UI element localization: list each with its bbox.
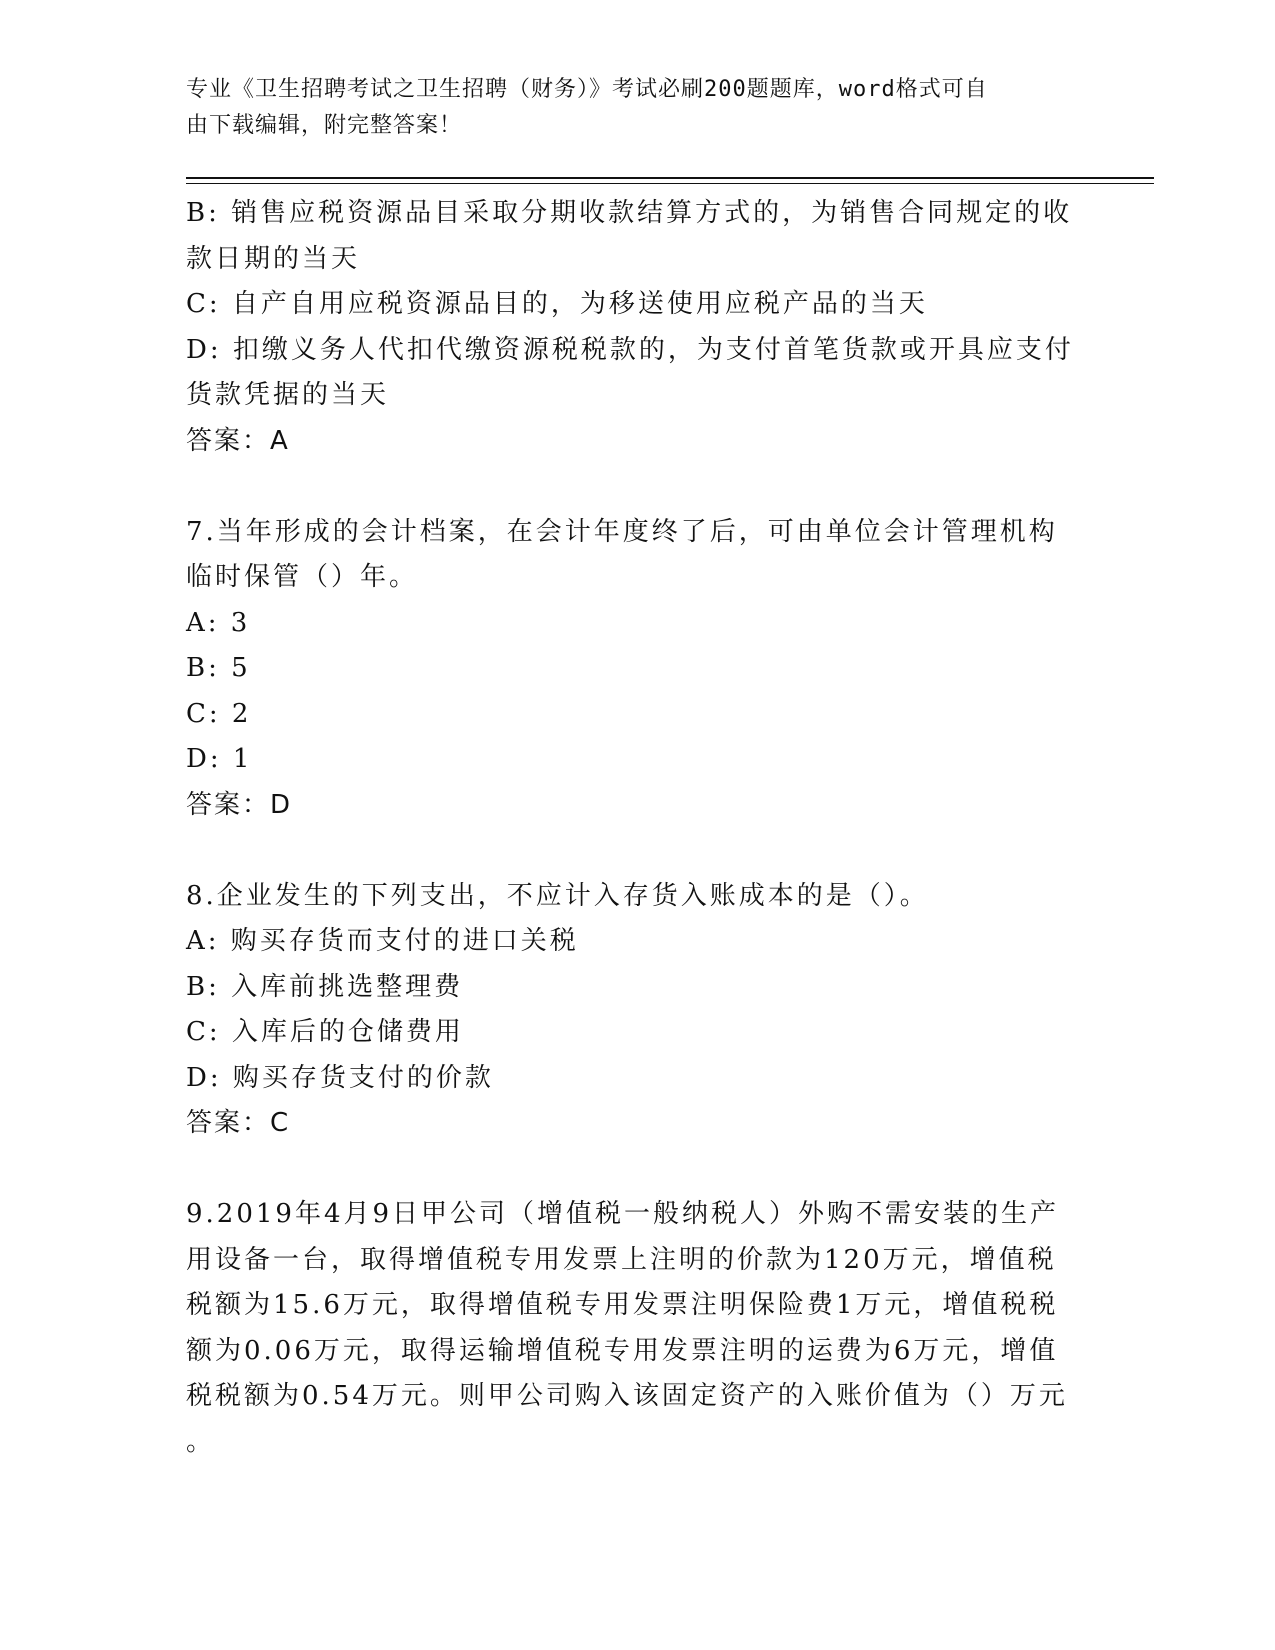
header-line-1: 专业《卫生招聘考试之卫生招聘（财务）》考试必刷200题题库，word格式可自 bbox=[186, 77, 988, 102]
q9-stem-line-2: 用设备一台，取得增值税专用发票上注明的价款为120万元，增值税 bbox=[186, 1244, 1057, 1275]
q6-option-d-line-2: 货款凭据的当天 bbox=[186, 380, 390, 410]
q9-stem-line-4: 额为0.06万元，取得运输增值税专用发票注明的运费为6万元，增值 bbox=[186, 1335, 1059, 1366]
q9-stem-line-3: 税额为15.6万元，取得增值税专用发票注明保险费1万元，增值税税 bbox=[186, 1290, 1059, 1320]
q6-option-d-line-1: D: 扣缴义务人代扣代缴资源税税款的，为支付首笔货款或开具应支付 bbox=[186, 334, 1074, 365]
q8-answer: 答案：C bbox=[186, 1108, 291, 1138]
spacer bbox=[186, 1147, 1086, 1193]
q7-stem-line-2: 临时保管（）年。 bbox=[186, 562, 419, 592]
q7-option-c: C: 2 bbox=[186, 698, 252, 729]
q6-option-b-line-2: 款日期的当天 bbox=[186, 243, 361, 274]
question-8 bbox=[186, 874, 1086, 1147]
q7-stem-line-1: 7.当年形成的会计档案，在会计年度终了后，可由单位会计管理机构 bbox=[186, 516, 1058, 547]
q7-option-b: B: 5 bbox=[186, 653, 251, 683]
q8-stem: 8.企业发生的下列支出，不应计入存货入账成本的是（）。 bbox=[186, 880, 929, 911]
q8-option-a: A: 购买存货而支付的进口关税 bbox=[186, 926, 579, 956]
spacer bbox=[186, 464, 1086, 510]
q6-answer: 答案：A bbox=[186, 425, 290, 456]
question-7 bbox=[186, 510, 1086, 829]
header-rule-thin bbox=[186, 183, 1154, 184]
q7-option-a: A: 3 bbox=[186, 607, 251, 638]
page-header bbox=[186, 72, 1066, 144]
q9-stem-line-5: 税税额为0.54万元。则甲公司购入该固定资产的入账价值为（）万元 bbox=[186, 1381, 1068, 1411]
header-rule-thick bbox=[186, 177, 1154, 179]
q8-option-d: D: 购买存货支付的价款 bbox=[186, 1062, 494, 1093]
question-6-tail bbox=[186, 191, 1086, 464]
q8-option-b: B: 入库前挑选整理费 bbox=[186, 971, 464, 1002]
question-9 bbox=[186, 1192, 1086, 1465]
spacer bbox=[186, 828, 1086, 874]
q6-option-b-line-1: B: 销售应税资源品目采取分期收款结算方式的，为销售合同规定的收 bbox=[186, 198, 1073, 228]
q7-option-d: D: 1 bbox=[186, 744, 253, 774]
q6-option-c: C: 自产自用应税资源品目的，为移送使用应税产品的当天 bbox=[186, 289, 928, 319]
q7-answer: 答案：D bbox=[186, 789, 293, 820]
header-line-2: 由下载编辑，附完整答案！ bbox=[186, 113, 463, 138]
q9-stem-line-1: 9.2019年4月9日甲公司（增值税一般纳税人）外购不需安装的生产 bbox=[186, 1199, 1060, 1229]
q8-option-c: C: 入库后的仓储费用 bbox=[186, 1017, 464, 1047]
questions-content bbox=[186, 191, 1086, 1465]
q9-stem-line-6: 。 bbox=[186, 1426, 216, 1457]
